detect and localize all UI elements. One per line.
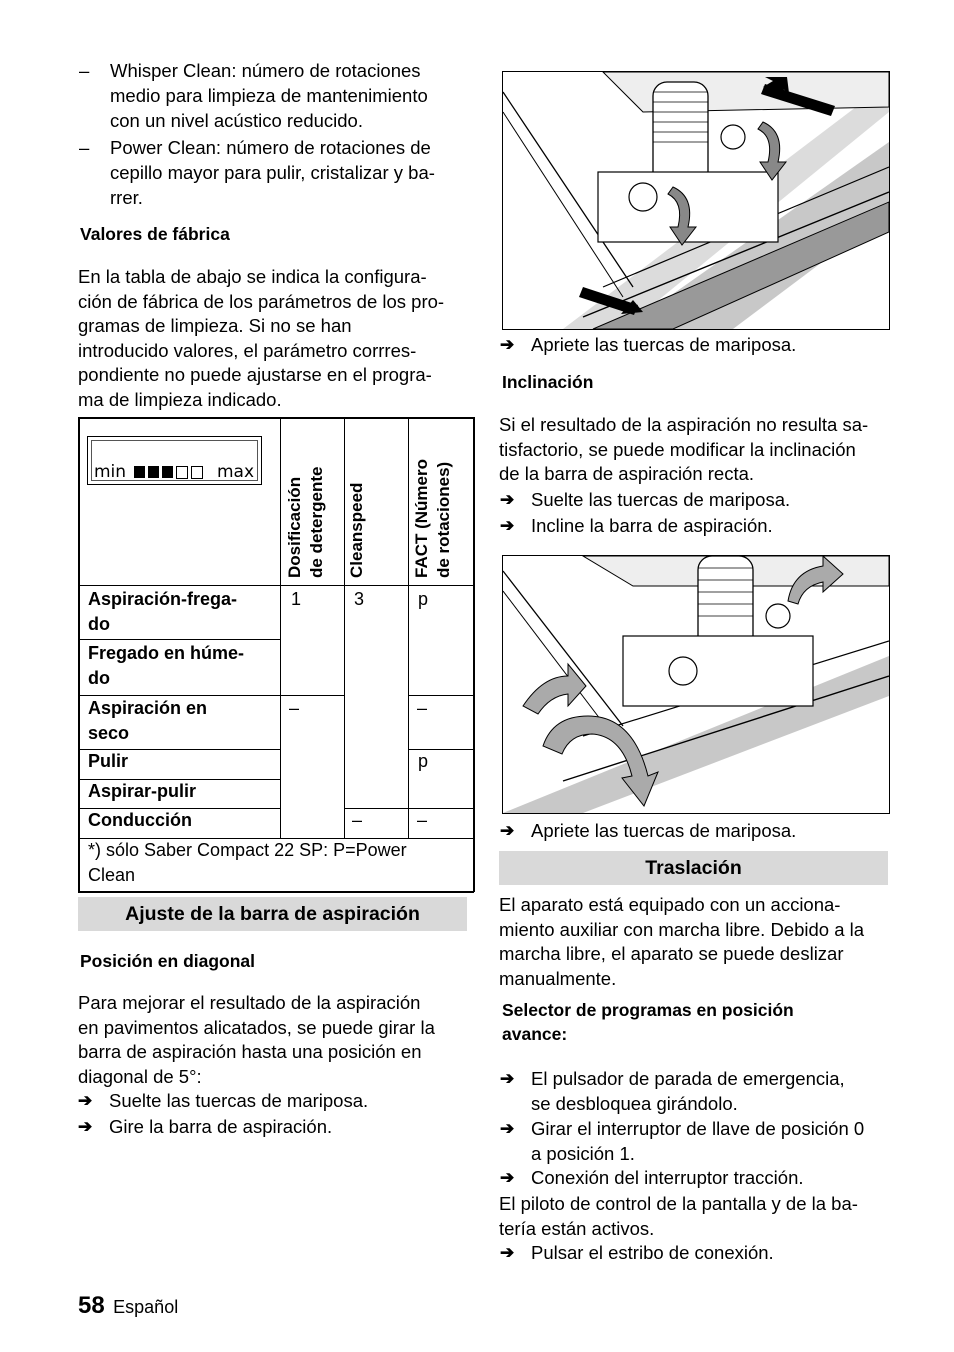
header-dosing: Dosificación de detergente <box>285 466 326 578</box>
factory-heading: Valores de fábrica <box>80 224 230 244</box>
selector-heading: Selector de programas en posición avance: <box>502 1000 794 1044</box>
table-row: Conducción <box>88 810 192 830</box>
arrow-right-icon: ➔ <box>78 1117 93 1136</box>
table-row: Aspirar-pulir <box>88 781 197 801</box>
section-title-suction-bar: Ajuste de la barra de aspiración <box>78 897 467 931</box>
figure-inclination-adjustment <box>502 555 890 814</box>
scale-max-label: max <box>217 462 255 482</box>
factory-paragraph: En la tabla de abajo se indica la configura- ción de fábrica de los parámetros de los pro- gramas de limpieza. Si no se han introducido valores, el parámetro corrres- pondiente no puede ajustarse en el progra- ma de limpieza indicado. <box>78 266 445 410</box>
inclination-paragraph: Si el resultado de la aspiración no resulta sa- tisfactorio, se puede modificar la inclinación de la barra de aspiración recta. <box>499 414 869 484</box>
page-footer <box>78 1292 178 1320</box>
arrow-right-icon: ➔ <box>500 1243 515 1262</box>
pilot-paragraph: El piloto de control de la pantalla y de la ba- tería están activos. <box>499 1193 858 1239</box>
table-row: Aspiración-frega- do <box>88 589 238 634</box>
inclination-heading: Inclinación <box>502 372 594 392</box>
value-dosing-1: 1 <box>291 589 302 609</box>
value-fact-4: – <box>417 810 428 830</box>
intensity-scale <box>87 436 262 485</box>
arrow-right-icon: ➔ <box>500 1069 515 1088</box>
arrow-right-icon: ➔ <box>78 1091 93 1110</box>
suction-bar-illustration <box>503 72 889 329</box>
value-clean-1: 3 <box>354 589 365 609</box>
value-dosing-2: – <box>289 698 300 718</box>
footer-language: Español <box>113 1297 179 1317</box>
arrow-right-icon: ➔ <box>500 490 515 509</box>
header-cleanspeed: Cleanspeed <box>347 482 366 578</box>
diagonal-heading: Posición en diagonal <box>80 951 256 971</box>
table-row: Pulir <box>88 751 129 771</box>
arrow-right-icon: ➔ <box>500 821 515 840</box>
table-footnote: *) sólo Saber Compact 22 SP: P=Power Clean <box>88 840 407 885</box>
header-fact: FACT (Número de rotaciones) <box>412 459 453 578</box>
translation-paragraph: El aparato está equipado con un acciona- miento auxiliar con marcha libre. Debido a la marcha libre, el aparato se puede deslizar manualmente. <box>499 894 865 989</box>
arrow-right-icon: ➔ <box>500 335 515 354</box>
scale-min-label: min <box>94 462 127 482</box>
table-row: Fregado en húme- do <box>88 643 245 688</box>
arrow-right-icon: ➔ <box>500 1119 515 1138</box>
value-fact-1: p <box>418 589 429 609</box>
value-fact-3: p <box>418 751 429 771</box>
arrow-right-icon: ➔ <box>500 1168 515 1187</box>
figure-diagonal-adjustment <box>502 71 890 330</box>
suction-bar-illustration <box>503 556 889 813</box>
section-title-translation: Traslación <box>499 851 888 885</box>
scale-blocks <box>134 466 203 479</box>
value-fact-2: – <box>417 698 428 718</box>
value-clean-2: – <box>352 810 363 830</box>
diagonal-paragraph: Para mejorar el resultado de la aspiración en pavimentos alicatados, se puede girar la barra de aspiración hasta una posición en diagonal de 5°: <box>78 992 435 1087</box>
table-row: Aspiración en seco <box>88 698 208 743</box>
arrow-right-icon: ➔ <box>500 516 515 535</box>
page-number: 58 <box>78 1292 105 1319</box>
